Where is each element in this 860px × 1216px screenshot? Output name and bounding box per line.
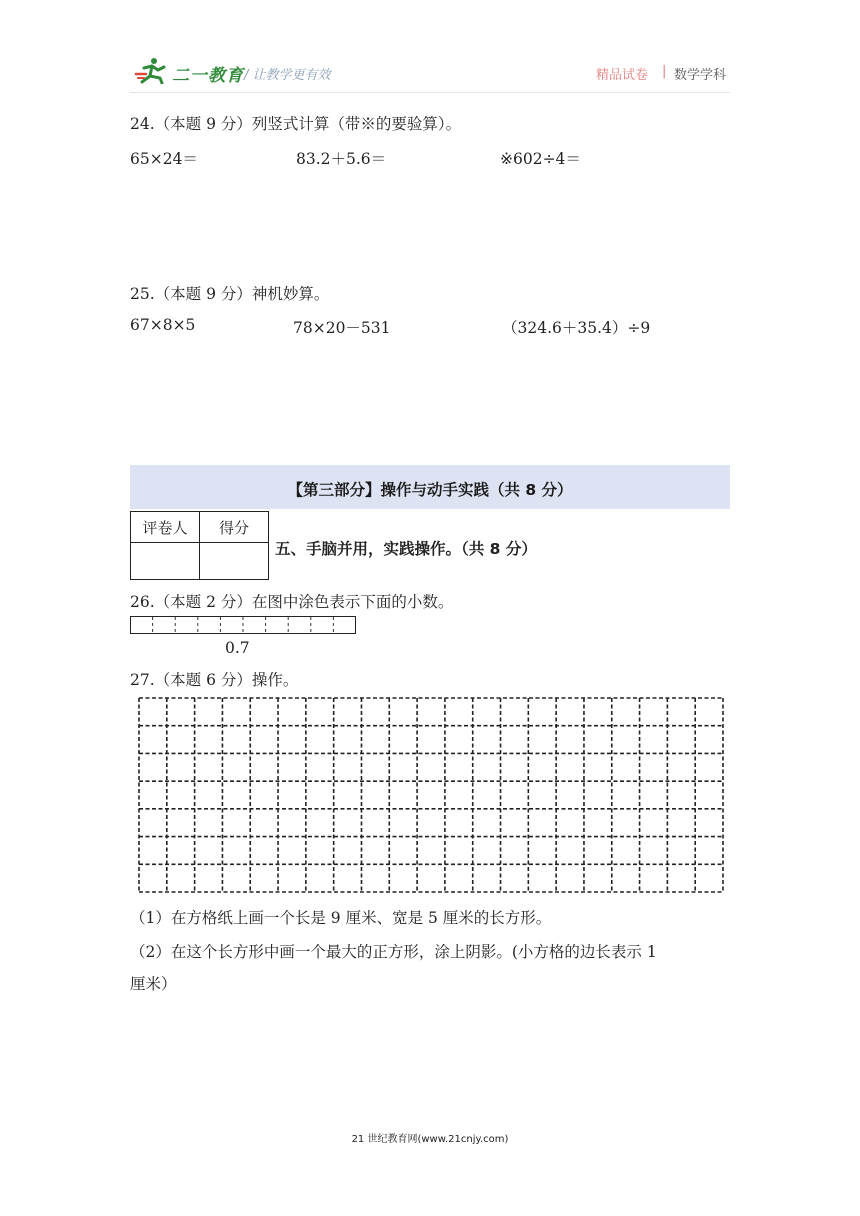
- part3-banner-title: 【第三部分】操作与动手实践（共 8 分）: [287, 481, 573, 499]
- q26-decimal-value: 0.7: [225, 639, 250, 657]
- page-footer: 21 世纪教育网(www.21cnjy.com): [351, 1134, 509, 1145]
- q25-title: 25.（本题 9 分）神机妙算。: [130, 285, 330, 303]
- header-separator: |: [662, 64, 667, 79]
- score-table-score-cell[interactable]: [200, 543, 269, 580]
- q24-title: 24.（本题 9 分）列竖式计算（带※的要验算）。: [130, 115, 462, 133]
- logo-text: 二一教育: [172, 66, 244, 86]
- q24-item-1: 65×24＝: [130, 150, 198, 168]
- header-divider: [130, 92, 730, 93]
- q24-item-2: 83.2＋5.6＝: [296, 150, 387, 168]
- section-5-title: 五、手脑并用，实践操作。（共 8 分）: [275, 540, 537, 558]
- q27-step-2-line-1: （2）在这个长方形中画一个最大的正方形，涂上阴影。(小方格的边长表示 1: [130, 943, 657, 961]
- header-tag-subject: 数学学科: [674, 68, 727, 83]
- score-table-score-header: 得分: [200, 512, 269, 543]
- q26-title: 26.（本题 2 分）在图中涂色表示下面的小数。: [130, 593, 454, 611]
- q27-step-2-line-2: 厘米）: [130, 975, 177, 993]
- score-table-grader-cell[interactable]: [131, 543, 200, 580]
- header-tag-quality: 精品试卷: [596, 68, 649, 83]
- decimal-bar[interactable]: [130, 616, 356, 634]
- square-grid-paper[interactable]: [138, 697, 724, 893]
- q27-step-1: （1）在方格纸上画一个长是 9 厘米、宽是 5 厘米的长方形。: [130, 909, 552, 927]
- q25-item-1: 67×8×5: [130, 316, 196, 334]
- score-table: [130, 511, 269, 580]
- q27-title: 27.（本题 6 分）操作。: [130, 671, 299, 689]
- q25-item-2: 78×20－531: [293, 319, 391, 337]
- score-table-grader-header: 评卷人: [131, 512, 200, 543]
- q24-item-3: ※602÷4＝: [500, 150, 581, 168]
- slogan: / 让教学更有效: [244, 68, 331, 83]
- q25-item-3: （324.6＋35.4）÷9: [502, 319, 651, 337]
